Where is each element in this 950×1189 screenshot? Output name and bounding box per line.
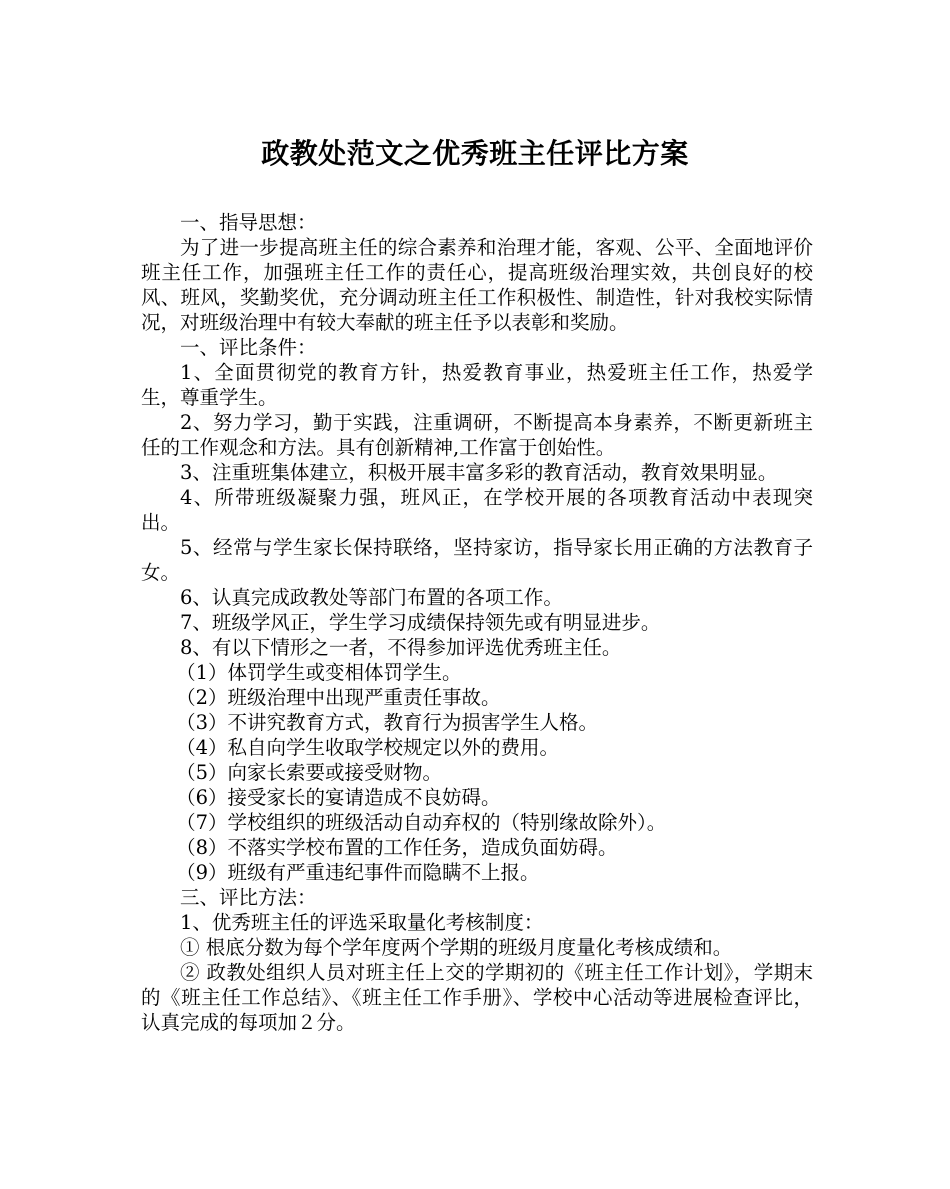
paragraph: 为了进一步提高班主任的综合素养和治理才能，客观、公平、全面地评价班主任工作，加强班主任工作的责任心，提高班级治理实效，共创良好的校风、班风，奖勤奖优，充分调动班主任工作积极性、制造性，针对我校实际情况，对班级治理中有较大奉献的班主任予以表彰和奖励。: [141, 236, 813, 334]
paragraph: 4、所带班级凝聚力强，班风正，在学校开展的各项教育活动中表现突出。: [141, 486, 813, 534]
paragraph: 三、评比方法：: [180, 886, 317, 909]
paragraph: （2）班级治理中出现严重责任事故。: [176, 686, 501, 709]
paragraph: 5、经常与学生家长保持联络，坚持家访，指导家长用正确的方法教育子女。: [141, 536, 813, 584]
paragraph: （5）向家长索要或接受财物。: [176, 761, 443, 784]
paragraph: 1、全面贯彻党的教育方针，热爱教育事业，热爱班主任工作，热爱学生，尊重学生。: [141, 361, 813, 409]
paragraph: 2、努力学习，勤于实践，注重调研，不断提高本身素养，不断更新班主任的工作观念和方法。具有创新精神,工作富于创始性。: [141, 411, 813, 459]
paragraph: （3）不讲究教育方式，教育行为损害学生人格。: [176, 711, 599, 734]
paragraph: （7）学校组织的班级活动自动弃权的（特别缘故除外）。: [176, 811, 667, 834]
document-body: [141, 210, 813, 1035]
paragraph: （6）接受家长的宴请造成不良妨碍。: [176, 786, 501, 809]
paragraph: ② 政教处组织人员对班主任上交的学期初的《班主任工作计划》，学期末的《班主任工作总结》、《班主任工作手册》、学校中心活动等进展检查评比，认真完成的每项加２分。: [141, 961, 813, 1034]
paragraph: （1）体罚学生或变相体罚学生。: [176, 661, 462, 684]
paragraph: 一、指导思想：: [180, 211, 317, 234]
paragraph: （8）不落实学校布置的工作任务，造成负面妨碍。: [176, 836, 618, 859]
paragraph: 7、班级学风正，学生学习成绩保持领先或有明显进步。: [180, 611, 661, 634]
paragraph: （4）私自向学生收取学校规定以外的费用。: [176, 736, 560, 759]
paragraph: 一、评比条件：: [180, 336, 317, 359]
paragraph: 3、注重班集体建立，积极开展丰富多彩的教育活动，教育效果明显。: [180, 461, 778, 484]
paragraph: ① 根底分数为每个学年度两个学期的班级月度量化考核成绩和。: [180, 936, 733, 959]
paragraph: 1、优秀班主任的评选采取量化考核制度：: [180, 911, 544, 934]
paragraph: 8、有以下情形之一者，不得参加评选优秀班主任。: [180, 636, 622, 659]
document-title: 政教处范文之优秀班主任评比方案: [261, 137, 689, 170]
paragraph: （9）班级有严重违纪事件而隐瞒不上报。: [176, 861, 540, 884]
paragraph: 6、认真完成政教处等部门布置的各项工作。: [180, 586, 563, 609]
